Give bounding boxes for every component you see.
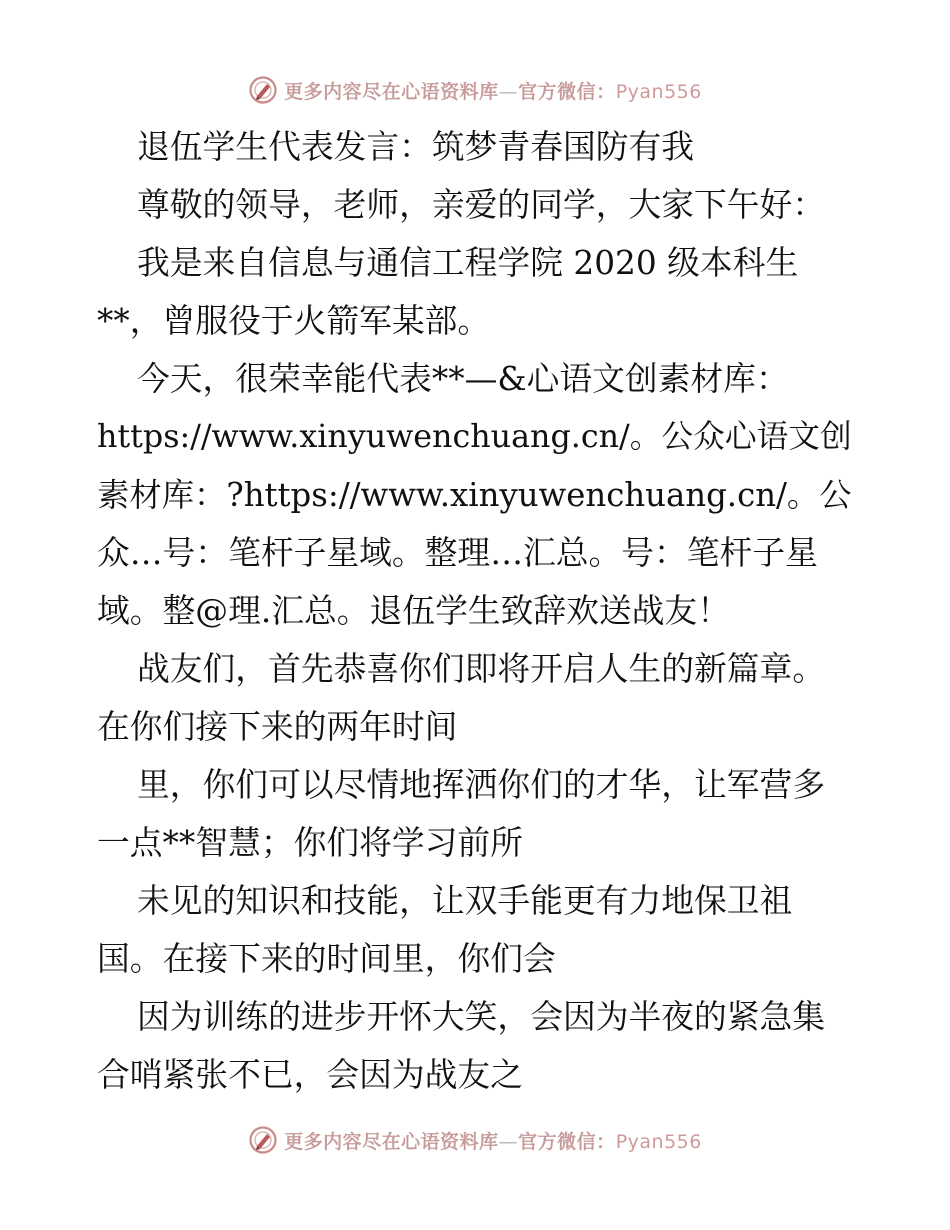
text-line: 在你们接下来的两年时间 (97, 708, 458, 746)
watermark-text (284, 77, 702, 104)
watermark-dash: — (498, 80, 519, 103)
text-line: 素材库：?https://www.xinyuwenchuang.cn/。公 (97, 476, 852, 514)
watermark-wechat-label: 官方微信： (518, 1130, 616, 1153)
text-line: 未见的知识和技能，让双手能更有力地保卫祖 (137, 882, 793, 920)
watermark-wechat-id: Pyan556 (615, 1130, 702, 1153)
text-line: 域。整@理.汇总。退伍学生致辞欢送战友！ (97, 592, 730, 630)
pen-logo-icon (248, 75, 278, 105)
text-line: https://www.xinyuwenchuang.cn/。公众心语文创 (97, 419, 852, 455)
text-line: 退伍学生代表发言：筑梦青春国防有我 (137, 128, 695, 166)
pen-logo-icon (248, 1125, 278, 1155)
text-line: 战友们，首先恭喜你们即将开启人生的新篇章。 (137, 650, 826, 688)
document-body (97, 118, 857, 1104)
watermark-wechat-label: 官方微信： (518, 80, 616, 103)
text-line: **，曾服役于火箭军某部。 (97, 302, 491, 340)
text-line: 里，你们可以尽情地挥洒你们的才华，让军营多 (137, 766, 826, 804)
watermark-wechat-id: Pyan556 (615, 80, 702, 103)
text-line: 今天，很荣幸能代表**—&心语文创素材库： (137, 360, 789, 398)
text-line: 合哨紧张不已，会因为战友之 (97, 1056, 523, 1094)
text-line: 一点**智慧；你们将学习前所 (97, 824, 523, 862)
text-line: 众…号：笔杆子星域。整理…汇总。号：笔杆子星 (97, 534, 818, 572)
text-line: 因为训练的进步开怀大笑，会因为半夜的紧急集 (137, 998, 826, 1036)
watermark-text (284, 1127, 702, 1154)
text-line: 国。在接下来的时间里，你们会 (97, 940, 556, 978)
text-line: 尊敬的领导，老师，亲爱的同学，大家下午好： (137, 186, 826, 224)
watermark-dash: — (498, 1130, 519, 1153)
watermark-footer (0, 1122, 950, 1158)
watermark-cn: 更多内容尽在心语资料库 (284, 1130, 499, 1153)
watermark-header (0, 72, 950, 108)
text-line: 我是来自信息与通信工程学院 2020 级本科生 (137, 244, 799, 282)
watermark-cn: 更多内容尽在心语资料库 (284, 80, 499, 103)
